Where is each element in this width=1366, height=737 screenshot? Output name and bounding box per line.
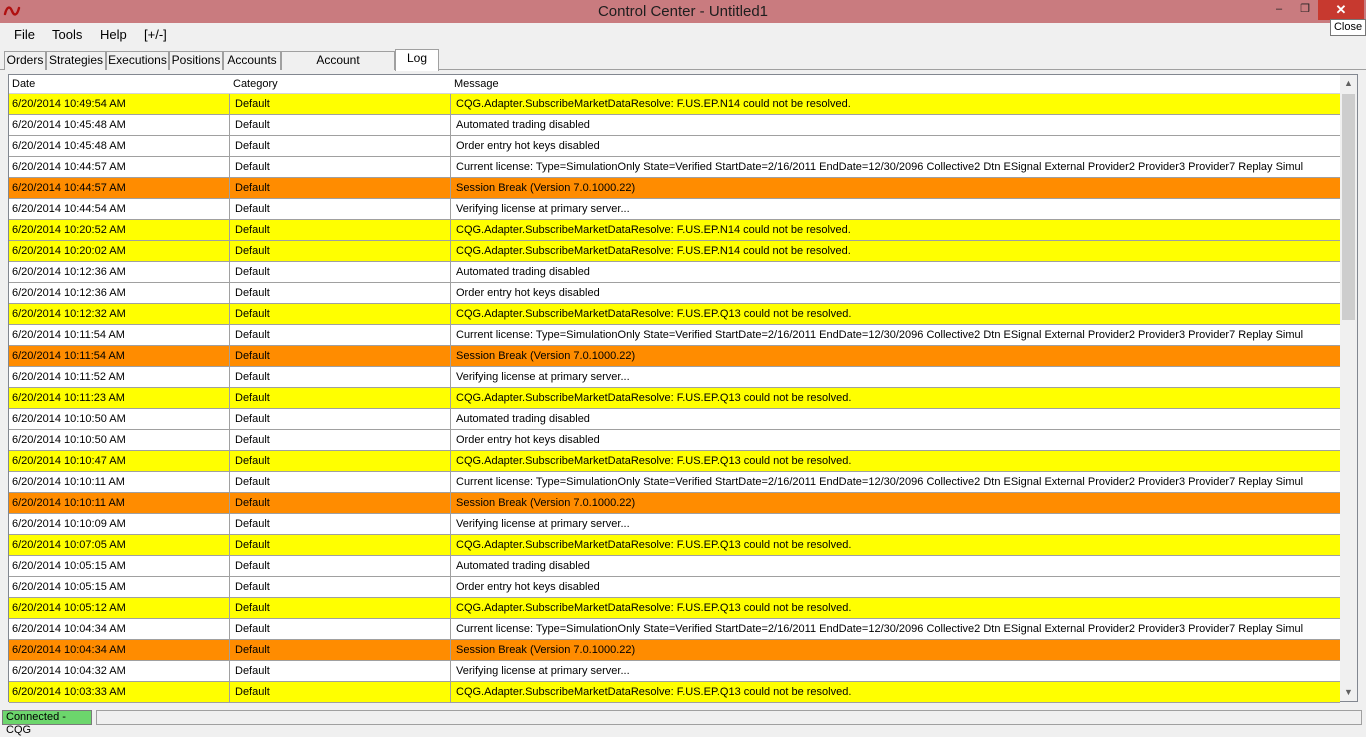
status-panel — [96, 710, 1362, 725]
log-date-cell: 6/20/2014 10:45:48 AM — [9, 115, 230, 135]
tab-strip — [0, 49, 1366, 70]
log-message-cell: Order entry hot keys disabled — [456, 287, 600, 299]
connection-status: Connected - CQG — [2, 710, 92, 725]
log-category-cell: Default — [230, 115, 451, 135]
log-date-cell: 6/20/2014 10:49:54 AM — [9, 94, 230, 114]
log-message-cell: Verifying license at primary server... — [456, 371, 630, 383]
minimize-button[interactable]: – — [1275, 3, 1283, 15]
log-message-cell: Session Break (Version 7.0.1000.22) — [456, 644, 636, 656]
log-date-cell: 6/20/2014 10:04:34 AM — [9, 619, 230, 639]
log-row[interactable] — [9, 388, 1340, 409]
log-message-cell: Verifying license at primary server... — [456, 665, 630, 677]
log-category-cell: Default — [230, 157, 451, 177]
log-category-cell: Default — [230, 682, 451, 702]
log-message-cell: Session Break (Version 7.0.1000.22) — [456, 497, 636, 509]
log-date-cell: 6/20/2014 10:12:36 AM — [9, 262, 230, 282]
log-category-cell: Default — [230, 346, 451, 366]
log-date-cell: 6/20/2014 10:05:15 AM — [9, 577, 230, 597]
log-category-cell: Default — [230, 451, 451, 471]
log-category-cell: Default — [230, 640, 451, 660]
log-date-cell: 6/20/2014 10:10:11 AM — [9, 472, 230, 492]
log-message-cell: Session Break (Version 7.0.1000.22) — [456, 350, 636, 362]
log-date-cell: 6/20/2014 10:11:23 AM — [9, 388, 230, 408]
scroll-down-icon[interactable]: ▼ — [1344, 687, 1353, 697]
log-row[interactable] — [9, 346, 1340, 367]
log-message-cell: Automated trading disabled — [456, 413, 590, 425]
log-date-cell: 6/20/2014 10:10:47 AM — [9, 451, 230, 471]
log-message-cell: Automated trading disabled — [456, 119, 590, 131]
log-row[interactable] — [9, 451, 1340, 472]
maximize-button[interactable]: ❐ — [1300, 3, 1310, 15]
log-category-cell: Default — [230, 430, 451, 450]
log-message-cell: Session Break (Version 7.0.1000.22) — [456, 182, 636, 194]
log-message-cell: Order entry hot keys disabled — [456, 140, 600, 152]
log-message-cell: Current license: Type=SimulationOnly State=Verified StartDate=2/16/2011 EndDate=12/30/2096 Collective2 Dtn ESignal External Provider2 Provider3 Provider7 Replay Simul — [456, 623, 1304, 635]
log-message-cell: Current license: Type=SimulationOnly State=Verified StartDate=2/16/2011 EndDate=12/30/2096 Collective2 Dtn ESignal External Provider2 Provider3 Provider7 Replay Simul — [456, 161, 1304, 173]
log-row[interactable] — [9, 283, 1340, 304]
tab-orders[interactable]: Orders — [4, 51, 46, 70]
log-message-cell: Current license: Type=SimulationOnly State=Verified StartDate=2/16/2011 EndDate=12/30/2096 Collective2 Dtn ESignal External Provider2 Provider3 Provider7 Replay Simul — [456, 476, 1304, 488]
log-date-cell: 6/20/2014 10:45:48 AM — [9, 136, 230, 156]
log-date-cell: 6/20/2014 10:12:36 AM — [9, 283, 230, 303]
log-message-cell: CQG.Adapter.SubscribeMarketDataResolve: F.US.EP.N14 could not be resolved. — [456, 224, 851, 236]
log-message-cell: Order entry hot keys disabled — [456, 434, 600, 446]
log-message-cell: Automated trading disabled — [456, 266, 590, 278]
tab-strategies[interactable]: Strategies — [46, 51, 106, 70]
log-row[interactable] — [9, 199, 1340, 220]
log-category-cell: Default — [230, 388, 451, 408]
log-category-cell: Default — [230, 94, 451, 114]
log-date-cell: 6/20/2014 10:20:02 AM — [9, 241, 230, 261]
log-message-cell: CQG.Adapter.SubscribeMarketDataResolve: F.US.EP.Q13 could not be resolved. — [456, 308, 852, 320]
log-category-cell: Default — [230, 178, 451, 198]
log-row[interactable] — [9, 535, 1340, 556]
log-row[interactable] — [9, 115, 1340, 136]
log-row[interactable] — [9, 262, 1340, 283]
log-category-cell: Default — [230, 262, 451, 282]
log-row[interactable] — [9, 472, 1340, 493]
title-bar — [0, 0, 1366, 23]
log-date-cell: 6/20/2014 10:10:50 AM — [9, 430, 230, 450]
log-row[interactable] — [9, 367, 1340, 388]
log-row[interactable] — [9, 409, 1340, 430]
log-date-cell: 6/20/2014 10:10:11 AM — [9, 493, 230, 513]
log-date-cell: 6/20/2014 10:11:54 AM — [9, 346, 230, 366]
log-row[interactable] — [9, 157, 1340, 178]
log-category-cell: Default — [230, 493, 451, 513]
log-message-cell: Order entry hot keys disabled — [456, 581, 600, 593]
log-message-cell: Automated trading disabled — [456, 560, 590, 572]
log-category-cell: Default — [230, 661, 451, 681]
column-header-message[interactable]: Message — [454, 78, 499, 90]
log-category-cell: Default — [230, 409, 451, 429]
log-row[interactable] — [9, 94, 1340, 115]
log-message-cell: CQG.Adapter.SubscribeMarketDataResolve: F.US.EP.N14 could not be resolved. — [456, 245, 851, 257]
log-row[interactable] — [9, 136, 1340, 157]
log-category-cell: Default — [230, 598, 451, 618]
log-row[interactable] — [9, 619, 1340, 640]
log-message-cell: CQG.Adapter.SubscribeMarketDataResolve: F.US.EP.N14 could not be resolved. — [456, 98, 851, 110]
log-date-cell: 6/20/2014 10:03:33 AM — [9, 682, 230, 702]
log-message-cell: CQG.Adapter.SubscribeMarketDataResolve: F.US.EP.Q13 could not be resolved. — [456, 392, 852, 404]
tab-executions[interactable]: Executions — [106, 51, 169, 70]
log-message-cell: CQG.Adapter.SubscribeMarketDataResolve: F.US.EP.Q13 could not be resolved. — [456, 602, 852, 614]
log-row[interactable] — [9, 325, 1340, 346]
log-row[interactable] — [9, 598, 1340, 619]
close-tooltip: Close — [1330, 19, 1366, 36]
log-date-cell: 6/20/2014 10:10:50 AM — [9, 409, 230, 429]
log-panel — [0, 70, 1366, 706]
log-date-cell: 6/20/2014 10:11:54 AM — [9, 325, 230, 345]
log-category-cell: Default — [230, 535, 451, 555]
menu-file[interactable]: File — [14, 27, 35, 42]
log-category-cell: Default — [230, 556, 451, 576]
window-title: Control Center - Untitled1 — [597, 3, 769, 20]
log-message-cell: Current license: Type=SimulationOnly State=Verified StartDate=2/16/2011 EndDate=12/30/2096 Collective2 Dtn ESignal External Provider2 Provider3 Provider7 Replay Simul — [456, 329, 1304, 341]
log-category-cell: Default — [230, 325, 451, 345]
tab-accounts[interactable]: Accounts — [223, 51, 281, 70]
log-category-cell: Default — [230, 619, 451, 639]
log-message-cell: Verifying license at primary server... — [456, 518, 630, 530]
log-row[interactable] — [9, 661, 1340, 682]
log-category-cell: Default — [230, 367, 451, 387]
log-category-cell: Default — [230, 283, 451, 303]
log-date-cell: 6/20/2014 10:11:52 AM — [9, 367, 230, 387]
log-row[interactable] — [9, 640, 1340, 661]
log-date-cell: 6/20/2014 10:44:57 AM — [9, 178, 230, 198]
log-category-cell: Default — [230, 472, 451, 492]
log-row[interactable] — [9, 682, 1340, 703]
log-category-cell: Default — [230, 304, 451, 324]
log-row[interactable] — [9, 241, 1340, 262]
log-date-cell: 6/20/2014 10:04:32 AM — [9, 661, 230, 681]
log-category-cell: Default — [230, 199, 451, 219]
scroll-up-icon[interactable]: ▲ — [1344, 78, 1353, 88]
log-row[interactable] — [9, 220, 1340, 241]
menu-bar — [0, 23, 1366, 46]
log-date-cell: 6/20/2014 10:20:52 AM — [9, 220, 230, 240]
menu-help[interactable]: Help — [100, 27, 127, 42]
log-date-cell: 6/20/2014 10:04:34 AM — [9, 640, 230, 660]
log-row[interactable] — [9, 304, 1340, 325]
log-row[interactable] — [9, 430, 1340, 451]
scroll-thumb[interactable] — [1342, 94, 1355, 320]
log-row[interactable] — [9, 493, 1340, 514]
tab-log[interactable]: Log — [395, 49, 439, 71]
log-date-cell: 6/20/2014 10:44:57 AM — [9, 157, 230, 177]
log-rows — [9, 94, 1340, 703]
log-date-cell: 6/20/2014 10:44:54 AM — [9, 199, 230, 219]
log-message-cell: CQG.Adapter.SubscribeMarketDataResolve: F.US.EP.Q13 could not be resolved. — [456, 455, 852, 467]
log-date-cell: 6/20/2014 10:12:32 AM — [9, 304, 230, 324]
vertical-scrollbar[interactable] — [1340, 75, 1357, 701]
log-category-cell: Default — [230, 136, 451, 156]
log-row[interactable] — [9, 514, 1340, 535]
menu-expand-collapse[interactable]: [+/-] — [144, 27, 167, 42]
tab-account-performance[interactable]: Account — [281, 51, 395, 70]
log-grid — [8, 74, 1358, 702]
log-row[interactable] — [9, 178, 1340, 199]
log-row[interactable] — [9, 556, 1340, 577]
column-header-date[interactable]: Date — [12, 78, 36, 90]
log-grid-header — [9, 75, 1340, 94]
close-button[interactable]: ✕ — [1318, 0, 1364, 20]
status-bar — [0, 708, 1366, 736]
log-date-cell: 6/20/2014 10:05:15 AM — [9, 556, 230, 576]
column-header-category[interactable]: Category — [233, 78, 278, 90]
log-category-cell: Default — [230, 577, 451, 597]
log-row[interactable] — [9, 577, 1340, 598]
log-category-cell: Default — [230, 514, 451, 534]
log-category-cell: Default — [230, 241, 451, 261]
log-message-cell: CQG.Adapter.SubscribeMarketDataResolve: F.US.EP.Q13 could not be resolved. — [456, 539, 852, 551]
log-category-cell: Default — [230, 220, 451, 240]
log-date-cell: 6/20/2014 10:05:12 AM — [9, 598, 230, 618]
tab-positions[interactable]: Positions — [169, 51, 223, 70]
log-date-cell: 6/20/2014 10:10:09 AM — [9, 514, 230, 534]
log-message-cell: CQG.Adapter.SubscribeMarketDataResolve: F.US.EP.Q13 could not be resolved. — [456, 686, 852, 698]
log-date-cell: 6/20/2014 10:07:05 AM — [9, 535, 230, 555]
log-message-cell: Verifying license at primary server... — [456, 203, 630, 215]
menu-tools[interactable]: Tools — [52, 27, 83, 42]
